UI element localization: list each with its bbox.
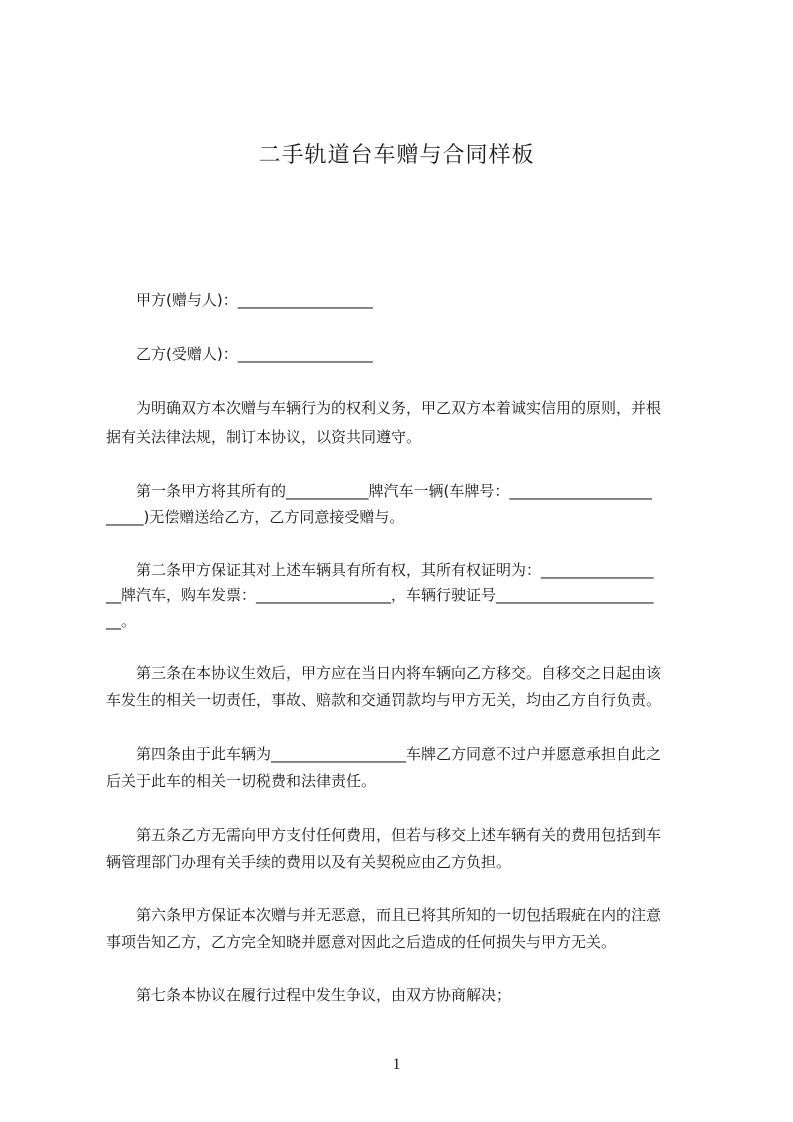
article-4-line-2: 后关于此车的相关一切税费和法律责任。 bbox=[106, 772, 377, 790]
party-b-text: 乙方(受赠人)：__________________ bbox=[136, 345, 373, 363]
article-3-line-1: 第三条在本协议生效后，甲方应在当日内将车辆向乙方移交。自移交之日起由该 bbox=[136, 664, 662, 682]
article-2-line-3: __。 bbox=[106, 612, 137, 630]
intro-line-1: 为明确双方本次赠与车辆行为的权利义务，甲乙双方本着诚实信用的原则，并根 bbox=[136, 399, 662, 417]
article-5-line-2: 辆管理部门办理有关手续的费用以及有关契税应由乙方负担。 bbox=[106, 853, 512, 871]
article-1-line-2: _____)无偿赠送给乙方，乙方同意接受赠与。 bbox=[106, 508, 405, 526]
party-b-line bbox=[0, 344, 793, 404]
party-a-text: 甲方(赠与人)：__________________ bbox=[136, 291, 373, 309]
article-3-line-2: 车发生的相关一切责任，事故、赔款和交通罚款均与甲方无关，均由乙方自行负责。 bbox=[106, 691, 662, 709]
document-title: 二手轨道台车赠与合同样板 bbox=[258, 143, 535, 168]
page-number: 1 bbox=[392, 1056, 401, 1073]
article-2-line-2: __牌汽车，购车发票：__________________，车辆行驶证号_____________________ bbox=[106, 586, 654, 604]
article-7-line-1: 第七条本协议在履行过程中发生争议，由双方协商解决； bbox=[136, 986, 512, 1004]
article-6-line-2: 事项告知乙方，乙方完全知晓并愿意对因此之后造成的任何损失与甲方无关。 bbox=[106, 933, 617, 951]
party-a-line bbox=[0, 290, 793, 350]
article-1-line-1: 第一条甲方将其所有的___________牌汽车一辆(车牌号：___________________ bbox=[136, 482, 652, 500]
intro-line-2: 据有关法律法规，制订本协议，以资共同遵守。 bbox=[106, 428, 422, 446]
article-2-line-1: 第二条甲方保证其对上述车辆具有所有权，其所有权证明为：_______________ bbox=[136, 561, 654, 579]
article-7 bbox=[0, 985, 793, 1045]
article-5-line-1: 第五条乙方无需向甲方支付任何费用，但若与移交上述车辆有关的费用包括到车 bbox=[136, 826, 662, 844]
article-4-line-1: 第四条由于此车辆为__________________车牌乙方同意不过户并愿意承担自此之 bbox=[136, 745, 662, 763]
article-6-line-1: 第六条甲方保证本次赠与并无恶意，而且已将其所知的一切包括瑕疵在内的注意 bbox=[136, 906, 662, 924]
